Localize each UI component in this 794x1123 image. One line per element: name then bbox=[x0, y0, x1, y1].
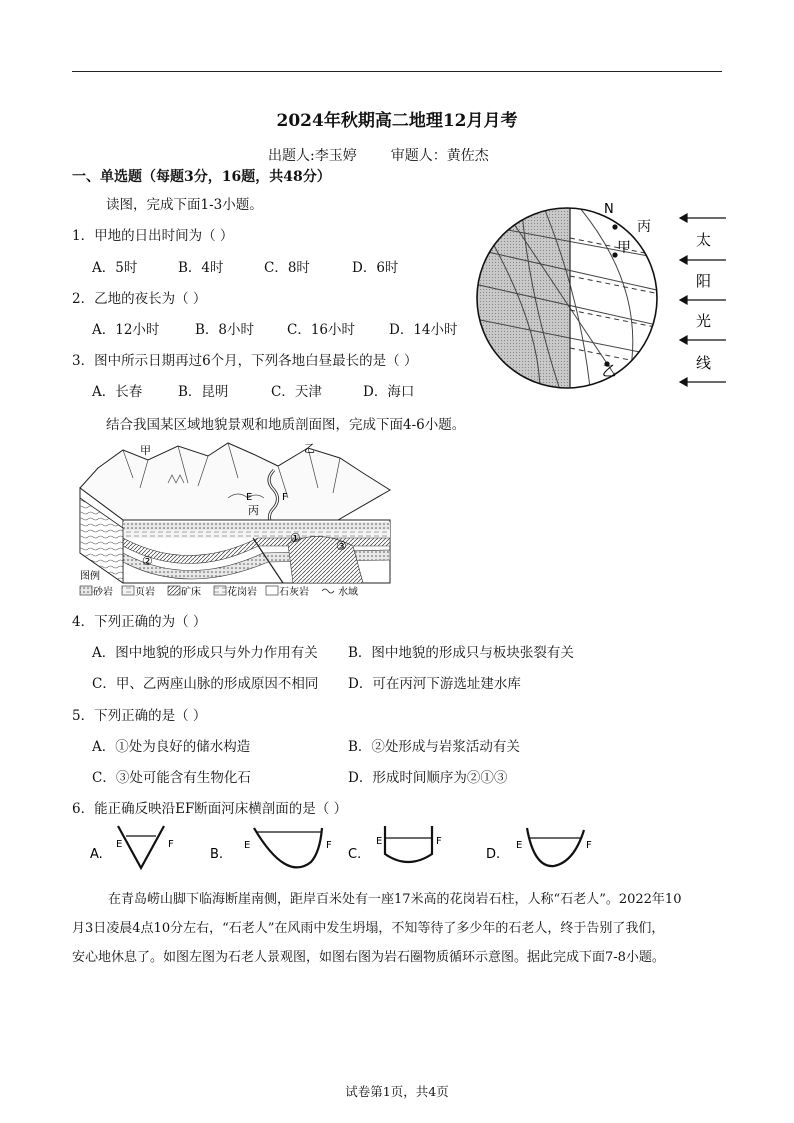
legend-ore: 矿床 bbox=[181, 587, 201, 598]
passage-line-1: 在青岛崂山脚下临海断崖南侧，距岸百米处有一座17米高的花岗岩石柱，人称“石老人”。2022年10 bbox=[108, 892, 682, 907]
q3-options bbox=[92, 380, 414, 400]
yi-label: 乙 bbox=[602, 364, 616, 380]
passage-line-2: 月3日凌晨4点10分左右，“石老人”在风雨中发生坍塌，不知等待了多少年的石老人，终于告别了我们， bbox=[72, 921, 665, 936]
q6-letter-a: A. bbox=[90, 847, 103, 862]
bing-point bbox=[612, 224, 617, 229]
svg-text:F: F bbox=[436, 836, 442, 847]
geo-label-2: ② bbox=[142, 554, 153, 568]
q6-stem: 6．能正确反映沿EF断面河床横剖面的是（ ） bbox=[72, 801, 348, 817]
q2-option-a: A．12小时 bbox=[92, 322, 160, 338]
profile-c bbox=[385, 826, 432, 862]
sunlight-label-1: 太 bbox=[696, 231, 712, 249]
geo-label-1: ① bbox=[290, 531, 301, 545]
q2-option-d: D．14小时 bbox=[389, 322, 458, 338]
q5-stem: 5．下列正确的是（ ） bbox=[72, 708, 207, 724]
north-label: N bbox=[604, 202, 614, 217]
profile-a bbox=[118, 826, 164, 868]
intro-1: 读图，完成下面1-3小题。 bbox=[106, 197, 263, 213]
reviewer: 审题人：黄佐杰 bbox=[390, 148, 489, 164]
legend-granite: 花岗岩 bbox=[227, 587, 257, 598]
q5-option-b: B．②处形成与岩浆活动有关 bbox=[348, 739, 520, 755]
svg-text:F: F bbox=[326, 840, 332, 851]
passage-line-3: 安心地休息了。如图左图为石老人景观图，如图右图为岩石圈物质循环示意图。据此完成下面7-8小题。 bbox=[72, 950, 665, 965]
svg-text:E: E bbox=[116, 839, 123, 850]
geo-label-f: F bbox=[282, 492, 288, 503]
sunlight-label-4: 线 bbox=[696, 354, 712, 372]
bing-label: 丙 bbox=[637, 219, 651, 235]
q2-option-c: C．16小时 bbox=[287, 322, 356, 338]
q1-option-b: B．4时 bbox=[178, 260, 224, 276]
page-title: 2024年秋期高二地理12月月考 bbox=[276, 111, 518, 131]
q6-profiles bbox=[86, 822, 626, 874]
svg-text:F: F bbox=[168, 839, 174, 850]
legend-water: 水域 bbox=[338, 587, 358, 598]
q1-option-d: D．6时 bbox=[352, 260, 399, 276]
q6-letter-d: D. bbox=[486, 847, 501, 862]
legend-sandstone: 砂岩 bbox=[93, 587, 113, 598]
q1-stem: 1．甲地的日出时间为（ ） bbox=[72, 228, 234, 244]
q4-option-d: D．可在丙河下游选址建水库 bbox=[348, 676, 521, 692]
sunlight-label-3: 光 bbox=[696, 312, 712, 330]
top-rule bbox=[72, 71, 722, 72]
geo-label-bing: 丙 bbox=[248, 504, 259, 517]
q5-option-d: D．形成时间顺序为②①③ bbox=[348, 770, 508, 786]
q3-option-b: B．昆明 bbox=[178, 384, 229, 400]
geo-label-e: E bbox=[246, 492, 253, 503]
intro-2: 结合我国某区域地貌景观和地质剖面图，完成下面4-6小题。 bbox=[106, 417, 466, 433]
q6-letter-b: B. bbox=[210, 847, 224, 862]
jia-label: 甲 bbox=[617, 240, 631, 256]
page-footer: 试卷第1页，共4页 bbox=[345, 1084, 449, 1099]
profile-b bbox=[254, 828, 322, 867]
svg-text:E: E bbox=[244, 840, 251, 851]
geology-figure bbox=[78, 438, 398, 598]
q3-option-c: C．天津 bbox=[271, 384, 322, 400]
q1-options bbox=[92, 256, 398, 276]
q6-letter-c: C. bbox=[348, 847, 362, 862]
geo-label-yi: 乙 bbox=[304, 442, 315, 455]
q2-stem: 2．乙地的夜长为（ ） bbox=[72, 291, 207, 307]
q2-options bbox=[92, 318, 458, 338]
q4-option-b: B．图中地貌的形成只与板块张裂有关 bbox=[348, 645, 574, 661]
legend-shale: 页岩 bbox=[135, 587, 155, 598]
geo-label-3: ③ bbox=[336, 539, 347, 553]
q3-option-d: D．海口 bbox=[363, 384, 415, 400]
q3-stem: 3．图中所示日期再过6个月，下列各地白昼最长的是（ ） bbox=[72, 353, 418, 369]
q2-option-b: B．8小时 bbox=[195, 322, 255, 338]
profile-d bbox=[527, 828, 584, 866]
q4-stem: 4．下列正确的为（ ） bbox=[72, 614, 207, 630]
geo-label-jia: 甲 bbox=[140, 444, 151, 457]
q5-option-c: C．③处可能含有生物化石 bbox=[92, 770, 251, 786]
svg-text:E: E bbox=[516, 840, 523, 851]
authors bbox=[268, 145, 523, 165]
svg-text:E: E bbox=[376, 836, 383, 847]
sunlight-label-2: 阳 bbox=[696, 272, 712, 290]
setter: 出题人:李玉婷 bbox=[268, 148, 357, 164]
q3-option-a: A．长春 bbox=[92, 384, 143, 400]
q4-option-a: A．图中地貌的形成只与外力作用有关 bbox=[92, 645, 318, 661]
legend-title: 图例 bbox=[80, 571, 100, 582]
q5-option-a: A．①处为良好的储水构造 bbox=[92, 739, 251, 755]
legend-limestone: 石灰岩 bbox=[279, 587, 309, 598]
night-side bbox=[470, 198, 570, 398]
q4-option-c: C．甲、乙两座山脉的形成原因不相同 bbox=[92, 676, 319, 692]
q1-option-a: A．5时 bbox=[92, 260, 138, 276]
q1-option-c: C．8时 bbox=[264, 260, 310, 276]
svg-text:F: F bbox=[586, 840, 592, 851]
globe-figure bbox=[470, 198, 732, 398]
section-heading: 一、单选题（每题3分，16题，共48分） bbox=[72, 169, 331, 185]
